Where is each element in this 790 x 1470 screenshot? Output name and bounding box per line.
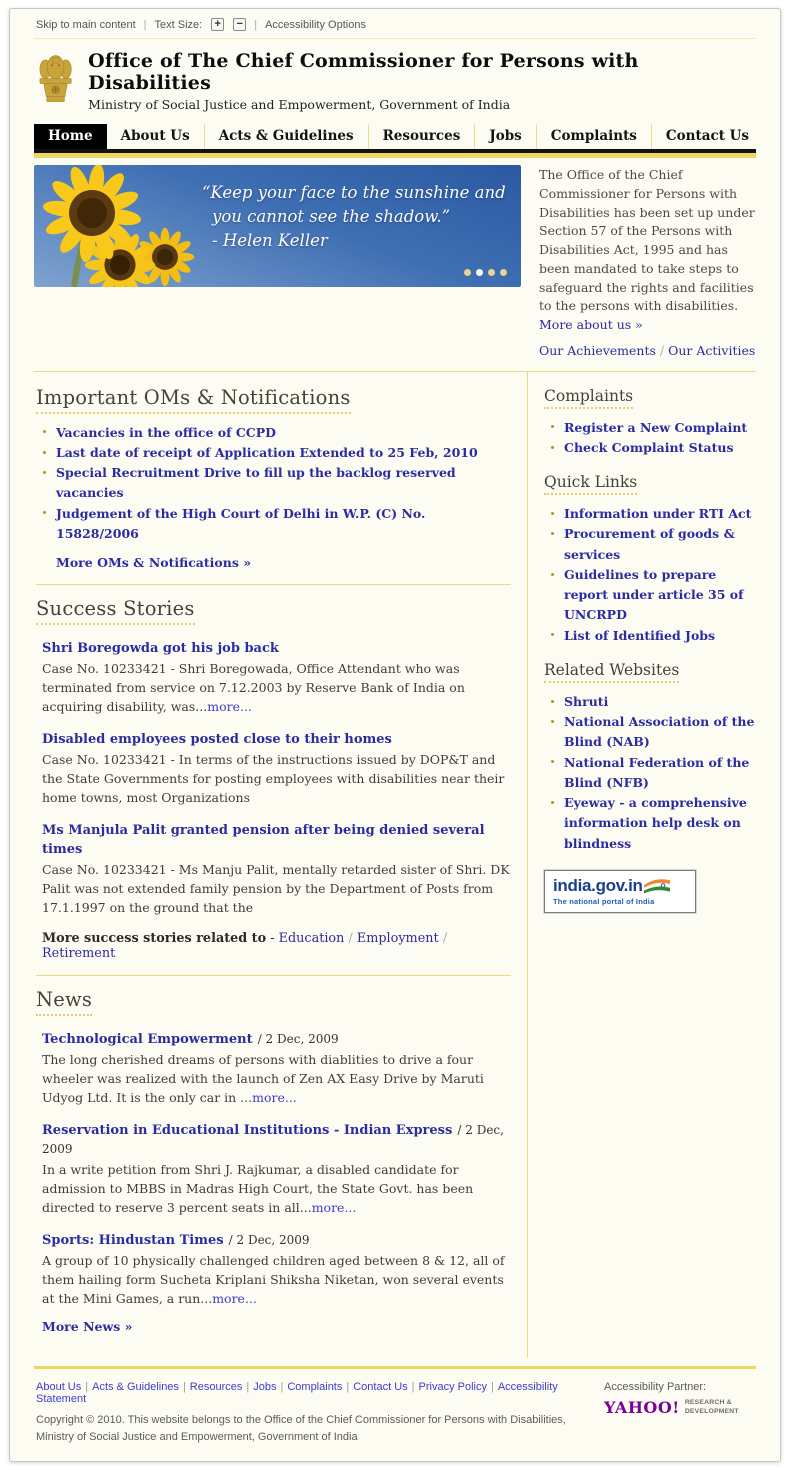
story-title-link[interactable]: Disabled employees posted close to their homes xyxy=(42,732,392,747)
stories-retirement-link[interactable]: Retirement xyxy=(42,946,116,961)
more-stories-row xyxy=(42,931,511,961)
related-websites-list xyxy=(551,692,756,854)
story-text: Case No. 10233421 - Shri Boregowada, Office Attendant who was terminated from service on 7.12.2003 by Reserve Bank of India on acquiring disability, was... xyxy=(42,661,465,714)
yahoo-sub-line1: RESEARCH & xyxy=(684,1399,732,1407)
india-flag-swoosh-icon xyxy=(643,876,671,896)
hero-quote xyxy=(202,181,506,253)
identified-jobs-link[interactable]: List of Identified Jobs xyxy=(564,627,716,643)
hero-quote-line1: “Keep your face to the sunshine and xyxy=(202,183,506,202)
news-more-link[interactable]: more... xyxy=(311,1200,357,1215)
separator: | xyxy=(254,18,258,31)
separator: | xyxy=(85,1381,89,1393)
footer-links xyxy=(36,1381,604,1405)
stories-employment-link[interactable]: Employment xyxy=(356,931,439,946)
content-columns xyxy=(34,372,756,1359)
separator: / xyxy=(659,342,665,358)
list-item xyxy=(551,692,756,712)
news-section xyxy=(36,976,511,1348)
separator: | xyxy=(280,1381,284,1393)
copyright-line1: Copyright © 2010. This website belongs to the Office of the Chief Commissioner for Persons with Disabilities, xyxy=(36,1414,566,1426)
news-title-link[interactable]: Technological Empowerment xyxy=(42,1032,253,1047)
india-gov-in-banner[interactable] xyxy=(544,870,696,913)
nav-item-contact-us[interactable]: Contact Us xyxy=(651,124,763,149)
procurement-link[interactable]: Procurement of goods & services xyxy=(564,526,735,562)
text-size-label: Text Size: xyxy=(154,18,203,31)
separator: | xyxy=(143,18,147,31)
page xyxy=(9,8,781,1462)
oms-heading: Important OMs & Notifications xyxy=(36,386,351,414)
carousel-dot-2[interactable] xyxy=(476,269,483,276)
nav-item-jobs[interactable]: Jobs xyxy=(474,124,535,149)
nav-item-resources[interactable]: Resources xyxy=(368,124,475,149)
news-body xyxy=(42,1160,511,1217)
news-date: / 2 Dec, 2009 xyxy=(42,1123,504,1156)
news-title-link[interactable]: Sports: Hindustan Times xyxy=(42,1233,224,1248)
story-body xyxy=(42,659,511,716)
hero-row xyxy=(34,165,756,361)
separator: / xyxy=(348,931,353,946)
more-stories-label: More success stories related to xyxy=(42,931,267,946)
nav-item-acts-guidelines[interactable]: Acts & Guidelines xyxy=(204,124,368,149)
our-activities-link[interactable]: Our Activities xyxy=(668,342,756,358)
footer-accessibility-statement-link[interactable]: Accessibility Statement xyxy=(36,1381,558,1405)
portal-tagline: The national portal of India xyxy=(553,896,655,906)
yahoo-sub-line2: DEVELOPMENT xyxy=(684,1407,739,1415)
footer-complaints-link[interactable]: Complaints xyxy=(287,1381,343,1393)
eyeway-link[interactable]: Eyeway - a comprehensive information help desk on blindness xyxy=(564,795,747,851)
footer-contact-us-link[interactable]: Contact Us xyxy=(353,1381,408,1393)
sunflowers-image xyxy=(34,165,219,287)
news-date: / 2 Dec, 2009 xyxy=(228,1233,310,1247)
story-text: Case No. 10233421 - Ms Manju Palit, mentally retarded sister of Shri. DK Palit was not extended family pension by the Department of Posts from 17.1.1997 on the ground that the xyxy=(42,862,510,915)
separator: | xyxy=(490,1381,494,1393)
utility-bar xyxy=(34,9,756,39)
story-more-link[interactable]: more... xyxy=(207,699,252,714)
oms-section xyxy=(36,386,511,586)
yahoo-wordmark: YAHOO! xyxy=(604,1398,680,1417)
shruti-link[interactable]: Shruti xyxy=(564,693,609,709)
news-item xyxy=(42,1229,511,1308)
complaints-heading: Complaints xyxy=(544,387,633,409)
complaints-list xyxy=(551,418,756,459)
separator: | xyxy=(411,1381,415,1393)
accessibility-options-link[interactable]: Accessibility Options xyxy=(265,18,366,31)
story-title-link[interactable]: Shri Boregowda got his job back xyxy=(42,641,279,656)
copyright xyxy=(36,1412,604,1445)
more-oms-link[interactable]: More OMs & Notifications » xyxy=(56,555,252,570)
story-body xyxy=(42,750,511,807)
site-title: Office of The Chief Commissioner for Persons with Disabilities xyxy=(88,50,639,94)
copyright-line2: Ministry of Social Justice and Empowerment, Government of India xyxy=(36,1430,358,1443)
nab-link[interactable]: National Association of the Blind (NAB) xyxy=(564,714,755,750)
separator: | xyxy=(346,1381,350,1393)
main-column xyxy=(34,372,528,1359)
stories-education-link[interactable]: Education xyxy=(278,931,345,946)
intro-links xyxy=(539,342,756,361)
list-item xyxy=(551,524,756,565)
nav-yellow-bar xyxy=(34,153,756,158)
list-item xyxy=(551,418,756,438)
footer xyxy=(34,1366,756,1461)
rti-act-link[interactable]: Information under RTI Act xyxy=(564,506,752,521)
carousel-dot-3[interactable] xyxy=(488,269,495,276)
portal-name-text: india.gov.in xyxy=(553,875,643,895)
story-item xyxy=(42,728,511,807)
intro-text: The Office of the Chief Commissioner for Persons with Disabilities has been set up under Section 57 of the Persons with Disabilities Act, 1995 and has been mandated to take steps to safeguard the rights and facilities to the persons with disabilities. xyxy=(539,167,755,314)
success-stories-section xyxy=(36,585,511,976)
news-body xyxy=(42,1050,511,1107)
list-item xyxy=(43,463,511,504)
story-text: Case No. 10233421 - In terms of the instructions issued by DOP&T and the State Governments for posting employees with disabilities near their home towns, most Organizations xyxy=(42,752,505,805)
hero-quote-attribution: - Helen Keller xyxy=(212,230,328,250)
related-websites-heading: Related Websites xyxy=(544,661,679,683)
list-item xyxy=(43,443,511,463)
news-text: The long cherished dreams of persons with diablities to drive a four wheeler was realized with the launch of Zen AX Easy Drive by Maruti Udyog Ltd. It is the only car in ... xyxy=(42,1052,484,1105)
news-item xyxy=(42,1119,511,1217)
national-emblem-icon xyxy=(36,54,75,108)
list-item xyxy=(43,504,511,545)
intro-block xyxy=(539,165,756,361)
om-link-2[interactable]: Last date of receipt of Application Extended to 25 Feb, 2010 xyxy=(56,444,478,460)
more-news-link[interactable]: More News » xyxy=(42,1319,133,1334)
footer-about-us-link[interactable]: About Us xyxy=(36,1381,82,1393)
nav-item-home[interactable]: Home xyxy=(34,124,107,149)
list-item xyxy=(551,753,756,794)
news-date: / 2 Dec, 2009 xyxy=(257,1032,339,1046)
skip-to-main-link[interactable]: Skip to main content xyxy=(36,18,136,31)
news-item xyxy=(42,1028,511,1107)
list-item xyxy=(551,565,756,626)
success-stories-heading: Success Stories xyxy=(36,597,195,625)
list-item xyxy=(551,438,756,458)
news-more-link[interactable]: more... xyxy=(212,1291,257,1306)
accessibility-partner xyxy=(604,1381,754,1445)
yahoo-logo[interactable] xyxy=(604,1398,754,1417)
related-websites-block xyxy=(544,660,756,854)
hero-quote-line2: you cannot see the shadow.” xyxy=(212,206,451,226)
quick-links-list xyxy=(551,504,756,646)
news-heading: News xyxy=(36,988,92,1016)
list-item xyxy=(551,712,756,753)
site-header xyxy=(34,39,756,121)
primary-nav xyxy=(34,124,756,149)
story-item xyxy=(42,637,511,716)
check-complaint-status-link[interactable]: Check Complaint Status xyxy=(564,439,734,455)
nav-item-about-us[interactable]: About Us xyxy=(120,128,190,144)
more-about-us-link[interactable]: More about us » xyxy=(539,317,643,332)
carousel-dot-1[interactable] xyxy=(464,269,471,276)
carousel-dots xyxy=(464,269,507,276)
news-body xyxy=(42,1251,511,1308)
separator: | xyxy=(246,1381,250,1393)
om-link-4[interactable]: Judgement of the High Court of Delhi in W.P. (C) No. 15828/2006 xyxy=(56,505,426,541)
site-title-block xyxy=(88,50,754,112)
news-text: A group of 10 physically challenged children aged between 8 & 12, all of them hailing form Sucheta Kriplani Shiksha Niketan, won several events at the Mini Games, a run... xyxy=(42,1253,505,1306)
story-body xyxy=(42,860,511,917)
list-item xyxy=(551,626,756,646)
news-text: In a write petition from Shri J. Rajkumar, a disabled candidate for admission to MBBS in Madras High Court, the State Govt. has been directed to reserve 3 percent seats in all... xyxy=(42,1162,474,1215)
om-link-1[interactable]: Vacancies in the office of CCPD xyxy=(56,424,276,440)
separator: | xyxy=(182,1381,186,1393)
list-item xyxy=(43,423,511,443)
text-size-increase-button[interactable]: + xyxy=(211,18,224,31)
yahoo-sub-label xyxy=(685,1399,739,1416)
separator: - xyxy=(270,931,275,946)
india-gov-in-logo xyxy=(553,876,687,896)
story-title-link[interactable]: Ms Manjula Palit granted pension after being denied several times xyxy=(42,823,485,857)
news-more-link[interactable]: more... xyxy=(252,1090,297,1105)
carousel-dot-4[interactable] xyxy=(500,269,507,276)
list-item xyxy=(551,793,756,854)
footer-privacy-policy-link[interactable]: Privacy Policy xyxy=(418,1381,487,1393)
register-complaint-link[interactable]: Register a New Complaint xyxy=(564,419,748,435)
uncrpd-guidelines-link[interactable]: Guidelines to prepare report under article 35 of UNCRPD xyxy=(564,566,744,623)
separator: / xyxy=(442,931,448,946)
story-item xyxy=(42,819,511,917)
footer-jobs-link[interactable]: Jobs xyxy=(253,1381,277,1393)
sidebar xyxy=(528,372,756,1359)
site-subtitle: Ministry of Social Justice and Empowerment, Government of India xyxy=(88,97,511,112)
quick-links-heading: Quick Links xyxy=(544,473,637,495)
text-size-decrease-button[interactable]: − xyxy=(233,18,246,31)
nfb-link[interactable]: National Federation of the Blind (NFB) xyxy=(564,754,750,790)
partner-label: Accessibility Partner: xyxy=(604,1381,707,1393)
our-achievements-link[interactable]: Our Achievements xyxy=(539,342,656,358)
list-item xyxy=(551,504,756,524)
intro-paragraph xyxy=(539,166,756,335)
quick-links-block xyxy=(544,472,756,646)
footer-left xyxy=(36,1381,604,1445)
oms-list xyxy=(43,423,511,545)
om-link-3[interactable]: Special Recruitment Drive to fill up the backlog reserved vacancies xyxy=(56,465,456,501)
nav-item-complaints[interactable]: Complaints xyxy=(536,124,651,149)
hero-banner xyxy=(34,165,521,287)
footer-resources-link[interactable]: Resources xyxy=(189,1381,243,1393)
complaints-block xyxy=(544,386,756,459)
footer-acts-link[interactable]: Acts & Guidelines xyxy=(92,1381,179,1393)
news-title-link[interactable]: Reservation in Educational Institutions - Indian Express xyxy=(42,1123,453,1138)
